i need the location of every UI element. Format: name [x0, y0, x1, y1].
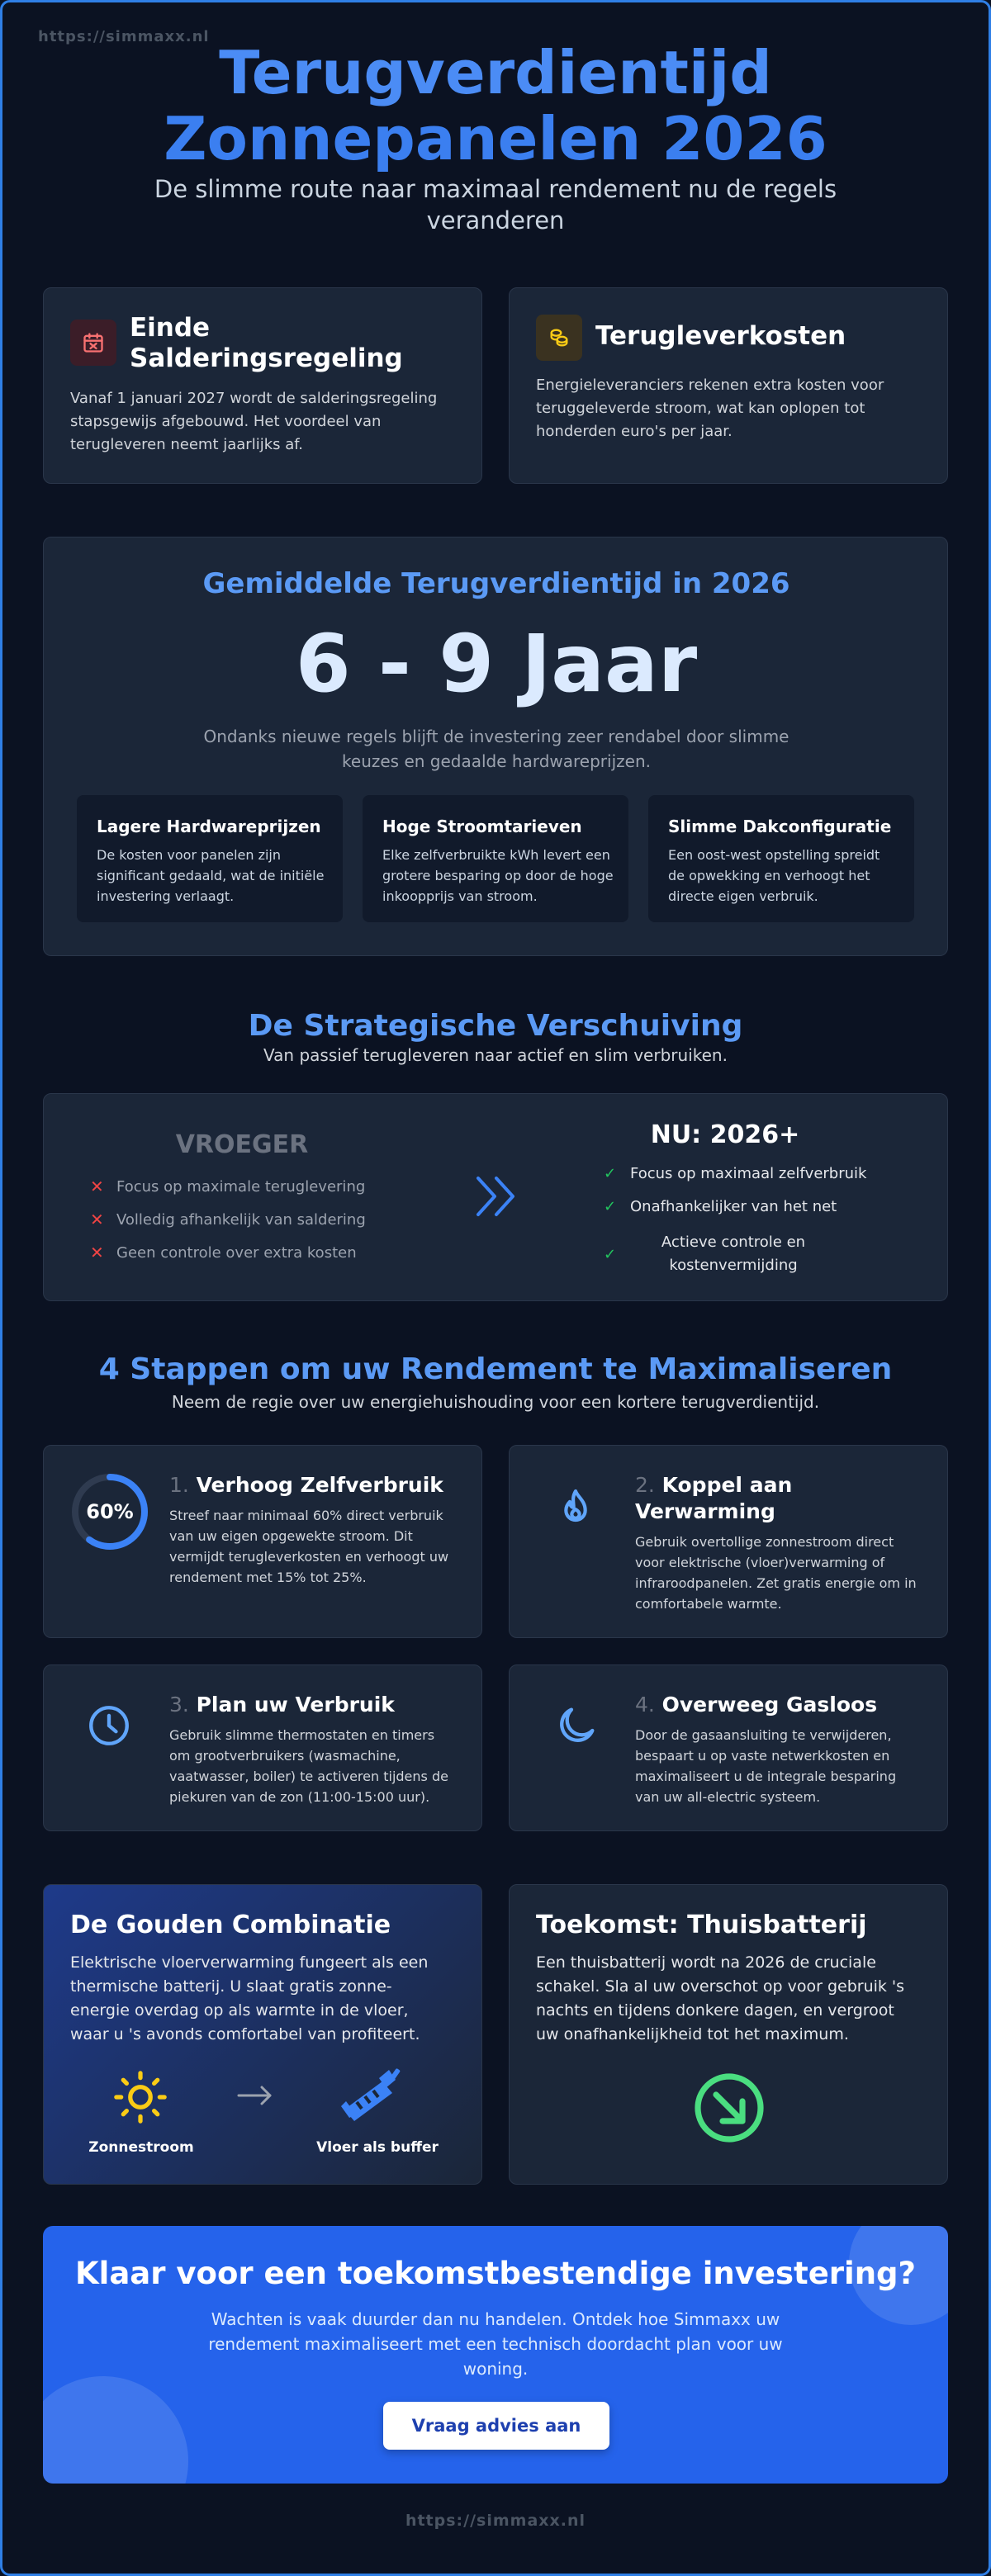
flame-icon: [552, 1485, 599, 1535]
x-icon: ✕: [90, 1177, 104, 1196]
step-card-2: [509, 1445, 948, 1638]
step-text: Gebruik slimme thermostaten en timers om grootverbruikers (wasmachine, vaatwasser, boiler) te activeren tijdens de piekuren van de zon (11:00-15:00 uur).: [169, 1727, 448, 1805]
step-number: 1.: [169, 1473, 189, 1497]
new-item-label: Actieve controle en kostenvermijding: [661, 1234, 806, 1274]
shift-card: [43, 1093, 948, 1301]
factor-title: Hoge Stroomtarieven: [382, 817, 582, 836]
battery-title: Toekomst: Thuisbatterij: [536, 1911, 867, 1939]
battery-text: Een thuisbatterij wordt na 2026 de cruciale schakel. Sla al uw overschot op voor gebruik 's nachts en tijdens donkere dagen, en vergroot uw onafhankelijkheid tot het maximum.: [536, 1953, 905, 2043]
step-text: Streef naar minimaal 60% direct verbruik van uw eigen opgewekte stroom. Dit vermijdt terugleverkosten en verhoogt uw rendement met 15% tot 25%.: [169, 1508, 449, 1585]
check-icon: ✓: [604, 1198, 617, 1215]
step-card-3: [43, 1664, 482, 1831]
arrow-down-circle-icon: [690, 2068, 769, 2151]
factor-title: Lagere Hardwareprijzen: [97, 817, 321, 836]
step-number: 2.: [635, 1473, 655, 1497]
card-text: Energieleveranciers rekenen extra kosten voor teruggeleverde stroom, wat kan oplopen tot honderden euro's per jaar.: [536, 376, 884, 440]
golden-combination-card: [43, 1884, 482, 2185]
home-battery-card: [509, 1884, 948, 2185]
payback-title: Gemiddelde Terugverdientijd in 2026: [202, 567, 790, 600]
new-item: [604, 1231, 837, 1277]
factor-text: De kosten voor panelen zijn significant gedaald, wat de initiële investering verlaagt.: [97, 847, 325, 904]
step-title-label: Koppel aan Verwarming: [635, 1473, 793, 1523]
shift-title: De Strategische Verschuiving: [248, 1009, 743, 1043]
old-item-label: Focus op maximale teruglevering: [116, 1177, 366, 1196]
clock-icon: [85, 1702, 133, 1753]
check-icon: ✓: [604, 1245, 617, 1263]
old-item-label: Geen controle over extra kosten: [116, 1243, 357, 1262]
step-title: [169, 1472, 458, 1499]
old-item: [90, 1243, 357, 1262]
new-item-label: Focus op maximaal zelfverbruik: [630, 1165, 867, 1182]
factor-card: [363, 795, 628, 922]
site-url-bottom[interactable]: https://simmaxx.nl: [405, 2512, 586, 2530]
new-heading: NU: 2026+: [650, 1120, 800, 1149]
step-title: [635, 1692, 924, 1718]
step-card-4: [509, 1664, 948, 1831]
arrow-right-icon: [235, 2083, 275, 2111]
factor-text: Elke zelfverbruikte kWh levert een grotere besparing op door de hoge inkoopprijs van stroom.: [382, 847, 614, 904]
step-text: Gebruik overtollige zonnestroom direct voor elektrische (vloer)verwarming of infraroodpanelen. Zet gratis energie om in comfortabele warmte.: [635, 1534, 917, 1612]
steps-subtitle: Neem de regie over uw energiehuishouding voor een kortere terugverdientijd.: [171, 1392, 820, 1412]
x-icon: ✕: [90, 1210, 104, 1229]
moon-icon: [552, 1702, 600, 1753]
card-einde-saldering: [43, 287, 482, 484]
site-url-top[interactable]: https://simmaxx.nl: [38, 28, 210, 45]
decor-circle: [43, 2376, 188, 2484]
golden-text: Elektrische vloerverwarming fungeert als een thermische batterij. U slaat gratis zonne-energie overdag op als warmte in de vloer, waar u 's avonds comfortabel van profiteert.: [70, 1953, 429, 2043]
step-number: 4.: [635, 1693, 655, 1717]
step-title-label: Overweeg Gasloos: [661, 1693, 878, 1717]
card-terugleverkosten: [509, 287, 948, 484]
cta-button[interactable]: Vraag advies aan: [383, 2402, 609, 2450]
new-item: [604, 1198, 837, 1215]
hero-title-line1: Terugverdientijd: [219, 38, 772, 107]
factor-title: Slimme Dakconfiguratie: [668, 817, 892, 836]
payback-description: Ondanks nieuwe regels blijft de investering zeer rendabel door slimme keuzes en gedaalde hardwareprijzen.: [203, 727, 789, 771]
coins-icon: [536, 315, 582, 361]
card-title: Einde Salderingsregeling: [130, 313, 403, 373]
x-icon: ✕: [90, 1243, 104, 1262]
card-text: Vanaf 1 januari 2027 wordt de salderingsregeling stapsgewijs afgebouwd. Het voordeel van terugleveren neemt jaarlijks af.: [70, 390, 438, 453]
hero-title: [0, 40, 991, 172]
old-item: [90, 1177, 365, 1196]
step-card-1: [43, 1445, 482, 1638]
steps-title: 4 Stappen om uw Rendement te Maximaliseren: [98, 1352, 893, 1386]
payback-card: [43, 537, 948, 956]
step-number: 3.: [169, 1693, 189, 1717]
step-title-label: Verhoog Zelfverbruik: [196, 1473, 443, 1497]
new-item: [604, 1165, 866, 1182]
old-item: [90, 1210, 366, 1229]
payback-value: 6 - 9 Jaar: [295, 618, 698, 710]
progress-ring: [70, 1472, 149, 1551]
cta-text: Wachten is vaak duurder dan nu handelen. Ontdek hoe Simmaxx uw rendement maximaliseert met een technisch doordacht plan voor uw woning.: [208, 2309, 783, 2379]
new-item-label: Onafhankelijker van het net: [630, 1198, 837, 1215]
check-icon: ✓: [604, 1165, 617, 1182]
old-heading: VROEGER: [175, 1130, 309, 1159]
step-title: [635, 1472, 916, 1525]
double-chevron-right-icon: [472, 1172, 521, 1224]
hero-title-line2: Zonnepanelen 2026: [164, 104, 827, 173]
sun-label: Zonnestroom: [88, 2139, 194, 2156]
floor-heating-icon: [338, 2065, 404, 2128]
cta-banner: [43, 2226, 948, 2484]
old-item-label: Volledig afhankelijk van saldering: [116, 1210, 366, 1229]
calendar-x-icon: [70, 320, 116, 366]
step-title-label: Plan uw Verbruik: [196, 1693, 395, 1717]
factor-text: Een oost-west opstelling spreidt de opwekking en verhoogt het directe eigen verbruik.: [668, 847, 880, 904]
factor-card: [648, 795, 914, 922]
golden-title: De Gouden Combinatie: [70, 1911, 391, 1939]
factor-card: [77, 795, 343, 922]
card-title: Terugleverkosten: [595, 321, 846, 351]
cta-title: Klaar voor een toekomstbestendige investering?: [74, 2256, 917, 2291]
step-text: Door de gasaansluiting te verwijderen, bespaart u op vaste netwerkkosten en maximaliseert u de integrale besparing van uw all-electric systeem.: [635, 1727, 897, 1805]
shift-subtitle: Van passief terugleveren naar actief en slim verbruiken.: [263, 1045, 728, 1065]
hero-subtitle: De slimme route naar maximaal rendement nu de regels veranderen: [154, 175, 837, 234]
floor-label: Vloer als buffer: [316, 2139, 439, 2156]
progress-ring-label: 60%: [86, 1500, 134, 1523]
sun-icon: [111, 2068, 169, 2129]
step-title: [169, 1692, 458, 1718]
